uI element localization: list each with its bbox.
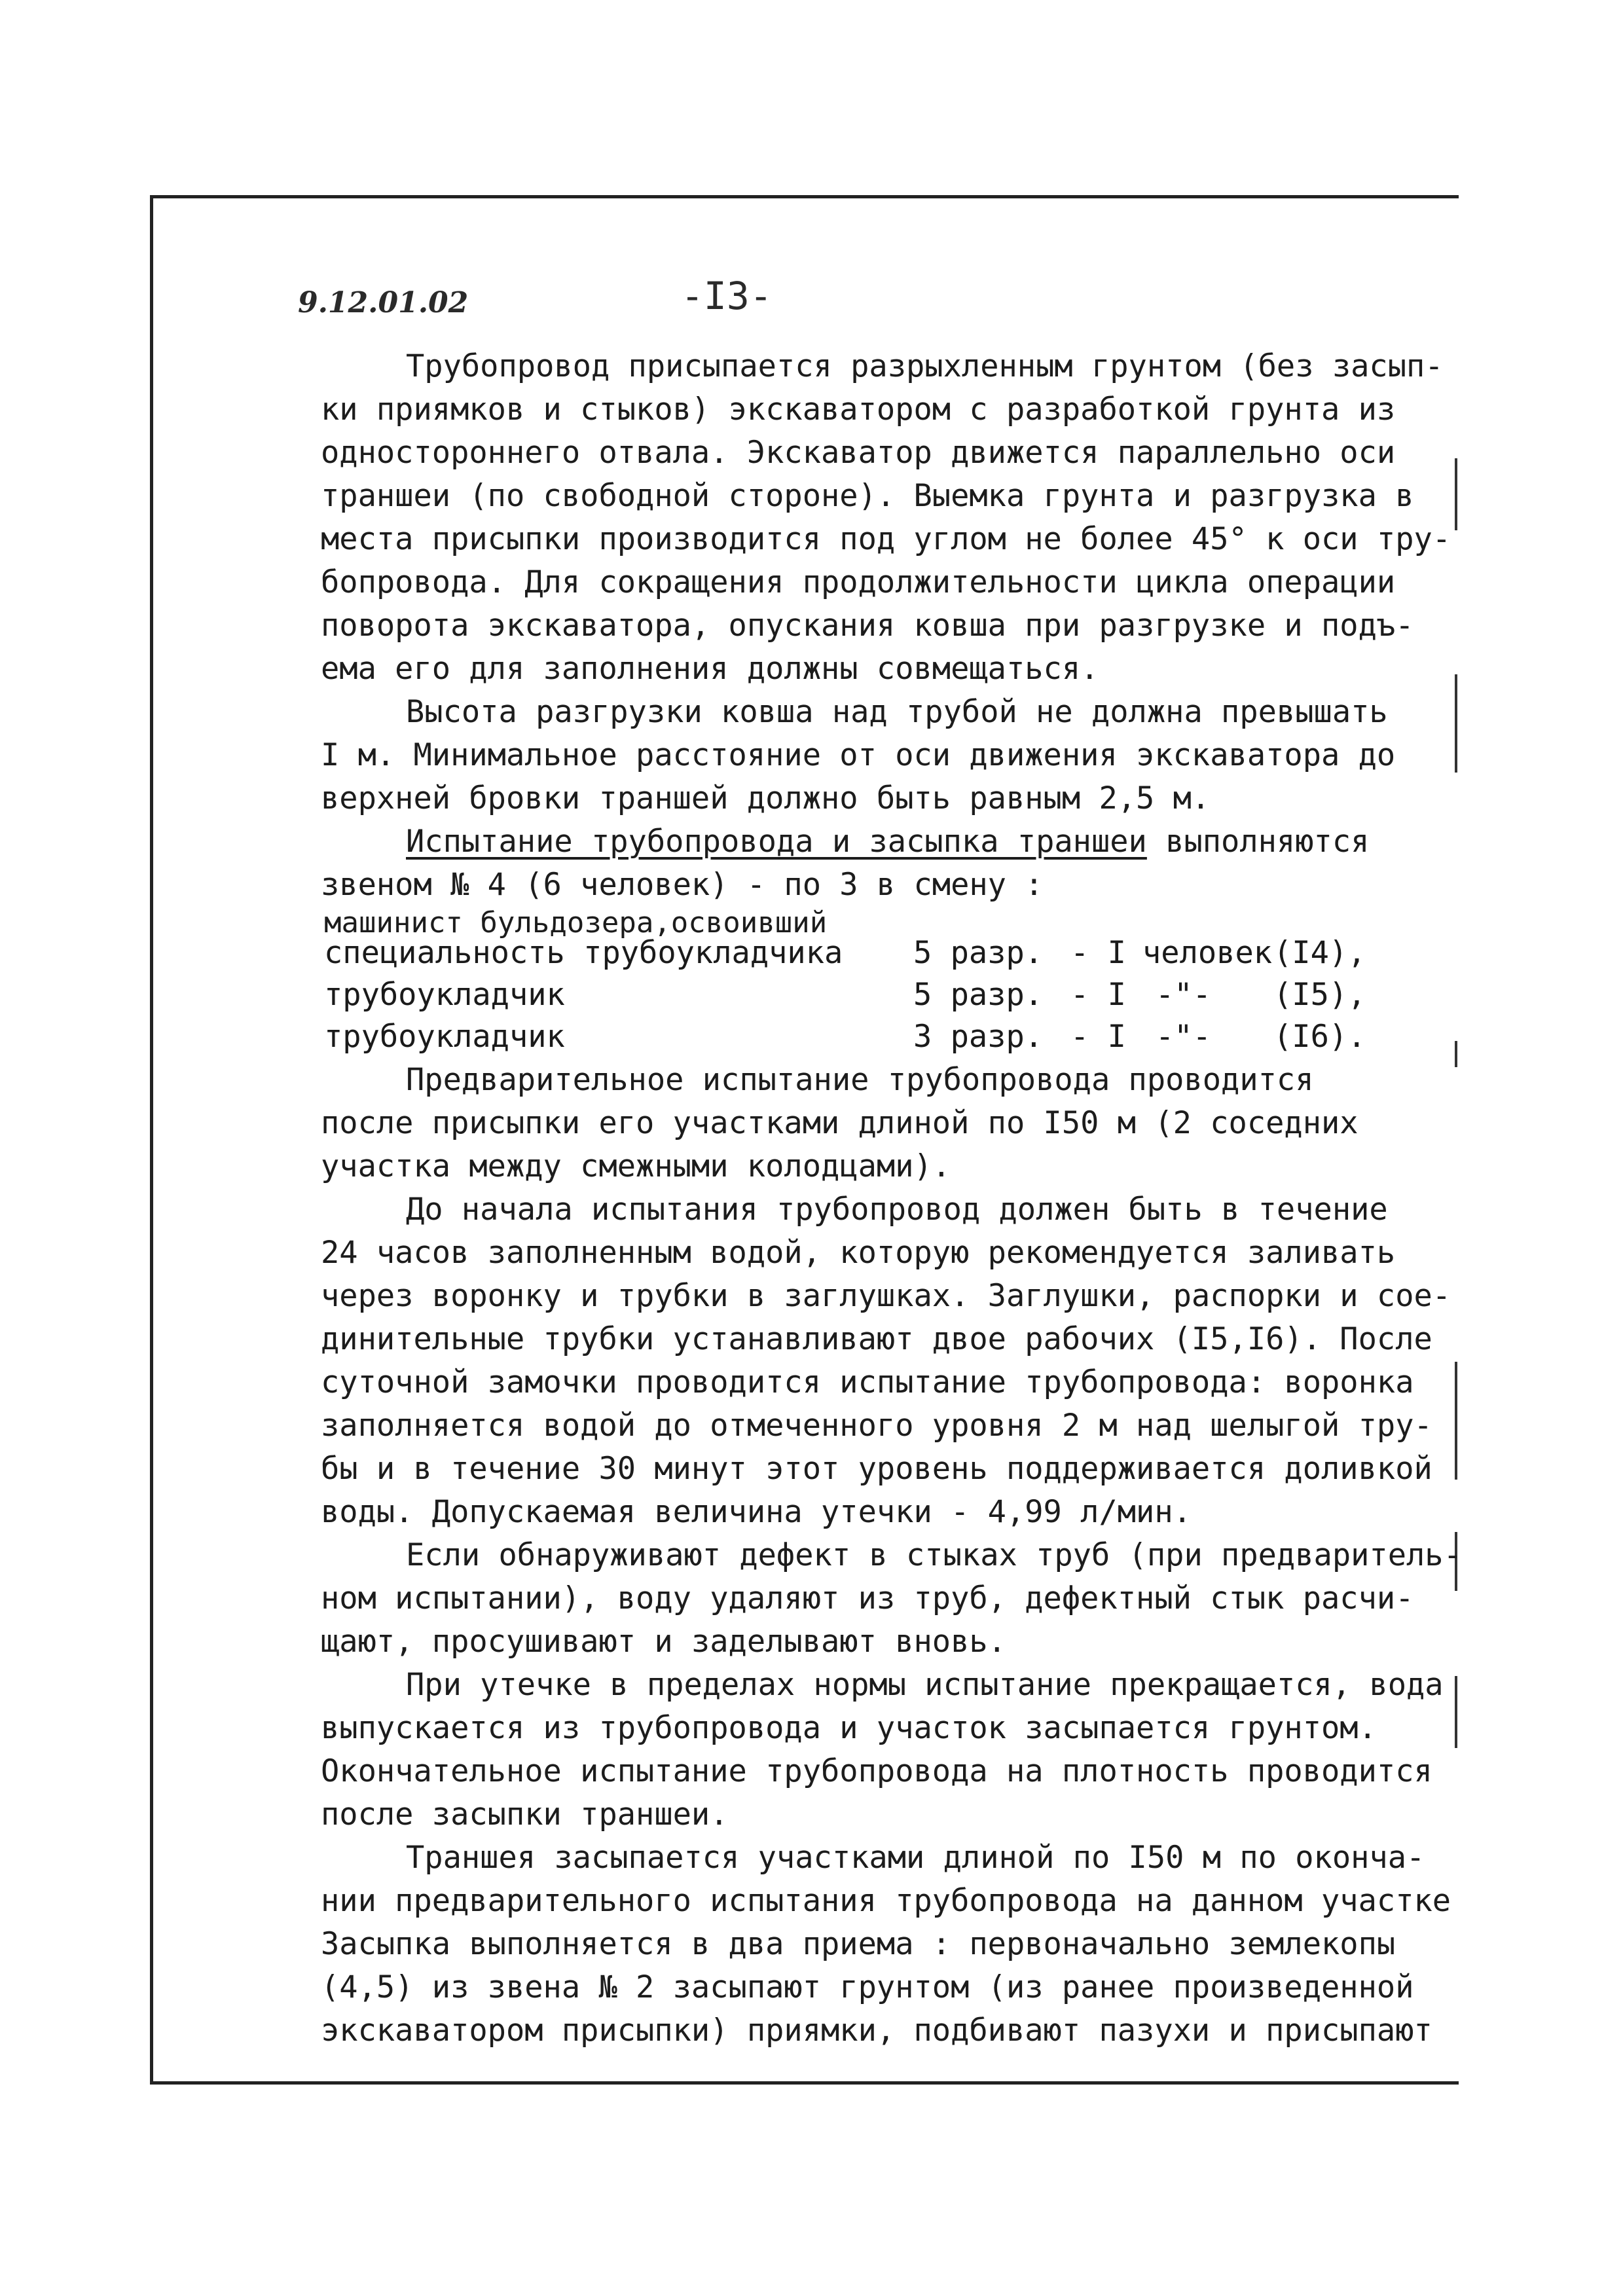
- text-line: звеном № 4 (6 человек) - по 3 в смену :: [321, 867, 1044, 903]
- crew-count: - I: [1070, 1019, 1126, 1055]
- text-line: бы и в течение 30 минут этот уровень поддерживается доливкой: [321, 1451, 1432, 1487]
- text-line: участка между смежными колодцами).: [321, 1148, 951, 1184]
- text-line: воды. Допускаемая величина утечки - 4,99 л/мин.: [321, 1494, 1192, 1530]
- text-line: ки приямков и стыков) экскаватором с разработкой грунта из: [321, 392, 1396, 428]
- page-frame-top: [152, 195, 1459, 198]
- crew-count: - I: [1070, 977, 1126, 1013]
- crew-role: трубоукладчик: [324, 1019, 565, 1055]
- right-edge-mark: [1455, 1362, 1457, 1480]
- crew-unit: -"-: [1156, 1019, 1211, 1055]
- text-line: ема его для заполнения должны совмещаться.: [321, 651, 1099, 687]
- section-heading-rest: выполняются: [1146, 824, 1370, 860]
- crew-unit: -"-: [1156, 977, 1211, 1013]
- text-line: выпускается из трубопровода и участок засыпается грунтом.: [321, 1710, 1377, 1746]
- crew-unit: человек: [1142, 935, 1273, 971]
- crew-count: - I: [1070, 935, 1126, 971]
- text-line: экскаватором присыпки) приямки, подбивают пазухи и присыпают: [321, 2013, 1432, 2049]
- page-frame-bottom: [150, 2081, 1459, 2085]
- text-line: Траншея засыпается участками длиной по I50 м по оконча-: [406, 1840, 1425, 1876]
- text-line: верхней бровки траншей должно быть равным 2,5 м.: [321, 780, 1211, 816]
- text-line: Если обнаруживают дефект в стыках труб (при предваритель-: [406, 1537, 1462, 1573]
- text-line: через воронку и трубки в заглушках. Заглушки, распорки и сое-: [321, 1278, 1451, 1314]
- crew-ref: (I5),: [1273, 977, 1366, 1013]
- text-line: Высота разгрузки ковша над трубой не должна превышать: [406, 694, 1388, 730]
- text-line: нии предварительного испытания трубопровода на данном участке: [321, 1883, 1451, 1919]
- right-edge-mark: [1455, 1041, 1457, 1067]
- text-line: траншеи (по свободной стороне). Выемка грунта и разгрузка в: [321, 478, 1414, 514]
- text-line: бопровода. Для сокращения продолжительности цикла операции: [321, 564, 1396, 600]
- text-line: Окончательное испытание трубопровода на плотность проводится: [321, 1753, 1432, 1789]
- text-line: заполняется водой до отмеченного уровня 2 м над шелыгой тру-: [321, 1408, 1432, 1444]
- crew-ref: (I4),: [1273, 935, 1366, 971]
- text-line: динительные трубки устанавливают двое рабочих (I5,I6). После: [321, 1321, 1432, 1357]
- document-code: 9.12.01.02: [298, 286, 469, 319]
- section-heading-line: [406, 824, 1370, 860]
- text-line: Предварительное испытание трубопровода проводится: [406, 1062, 1314, 1098]
- text-line: суточной замочки проводится испытание трубопровода: воронка: [321, 1364, 1414, 1400]
- text-line: после присыпки его участками длиной по I50 м (2 соседних: [321, 1105, 1359, 1141]
- text-line: Трубопровод присыпается разрыхленным грунтом (без засып-: [406, 348, 1444, 384]
- text-line: одностороннего отвала. Экскаватор движется параллельно оси: [321, 435, 1396, 471]
- crew-grade: 5 разр.: [913, 977, 1044, 1013]
- text-line: после засыпки траншеи.: [321, 1796, 729, 1832]
- text-line: 24 часов заполненным водой, которую рекомендуется заливать: [321, 1235, 1396, 1271]
- text-line: машинист бульдозера,освоивший: [324, 906, 828, 939]
- text-line: При утечке в пределах нормы испытание прекращается, вода: [406, 1667, 1444, 1703]
- text-line: (4,5) из звена № 2 засыпают грунтом (из ранее произведенной: [321, 1969, 1414, 2005]
- text-line: I м. Минимальное расстояние от оси движения экскаватора до: [321, 737, 1396, 773]
- text-line: поворота экскаватора, опускания ковша при разгрузке и подъ-: [321, 608, 1414, 644]
- crew-role: специальность трубоукладчика: [324, 935, 843, 971]
- crew-ref: (I6).: [1273, 1019, 1366, 1055]
- text-line: ном испытании), воду удаляют из труб, дефектный стык расчи-: [321, 1580, 1414, 1616]
- page-number: -I3-: [681, 274, 773, 318]
- text-line: места присыпки производится под углом не более 45° к оси тру-: [321, 521, 1451, 557]
- crew-grade: 5 разр.: [913, 935, 1044, 971]
- text-line: Засыпка выполняется в два приема : первоначально землекопы: [321, 1926, 1396, 1962]
- crew-role: трубоукладчик: [324, 977, 565, 1013]
- right-edge-mark: [1455, 458, 1457, 530]
- right-edge-mark: [1455, 1676, 1457, 1748]
- text-line: До начала испытания трубопровод должен быть в течение: [406, 1192, 1388, 1228]
- section-heading: Испытание трубопровода и засыпка траншеи: [406, 824, 1147, 860]
- page-frame-left: [150, 195, 153, 2085]
- text-line: щают, просушивают и заделывают вновь.: [321, 1624, 1006, 1660]
- crew-grade: 3 разр.: [913, 1019, 1044, 1055]
- right-edge-mark: [1455, 674, 1457, 773]
